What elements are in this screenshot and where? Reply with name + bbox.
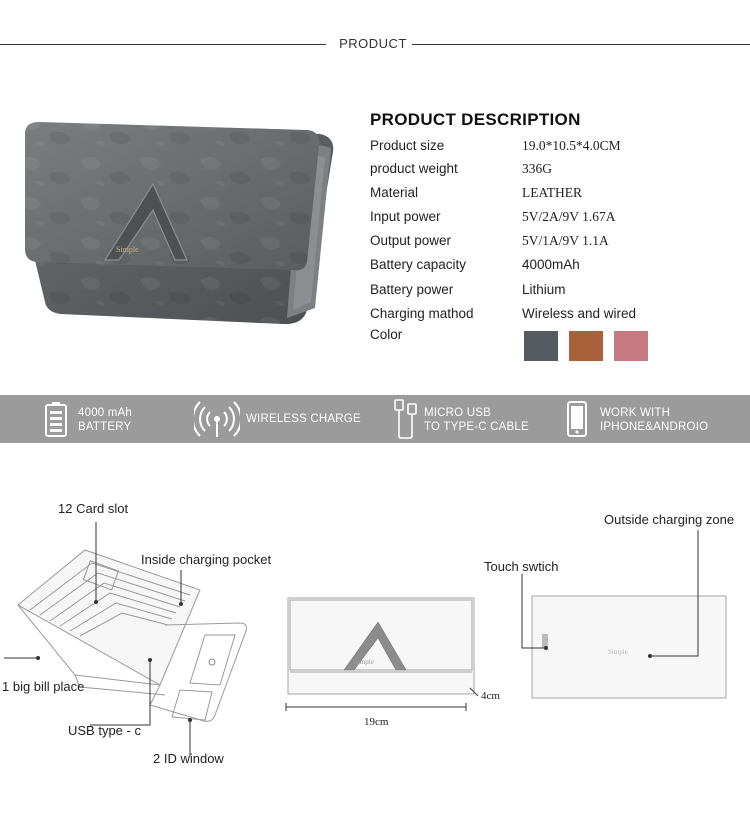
spec-row — [370, 282, 740, 304]
product-description-title: PRODUCT DESCRIPTION — [370, 110, 581, 129]
spec-row — [370, 161, 740, 183]
color-swatch-brown[interactable] — [569, 331, 603, 361]
spec-label: Material — [370, 185, 419, 200]
feature-banner — [0, 395, 750, 443]
spec-label: Output power — [370, 233, 452, 248]
spec-row — [370, 306, 740, 328]
feature-line: WIRELESS CHARGE — [246, 413, 361, 425]
spec-value: 4000mAh — [522, 257, 580, 272]
phone-icon — [566, 401, 588, 437]
header-rule-left — [0, 44, 326, 45]
spec-label: Color — [370, 327, 403, 342]
spec-row — [370, 138, 740, 160]
label-depth: 4cm — [481, 690, 500, 702]
feature-battery — [0, 395, 180, 443]
spec-row — [370, 185, 740, 207]
label-outside-zone: Outside charging zone — [604, 512, 735, 527]
label-id-window: 2 ID window — [153, 751, 224, 766]
brand-mark: Simple — [354, 658, 374, 666]
closed-wallet-sketch — [282, 592, 482, 717]
feature-text — [78, 406, 132, 434]
color-swatch-gray[interactable] — [524, 331, 558, 361]
svg-text:Simple: Simple — [116, 245, 139, 254]
spec-value: 5V/2A/9V 1.67A — [522, 209, 616, 224]
wireless-icon — [194, 399, 240, 439]
spec-value: 336G — [522, 161, 552, 176]
spec-value: 5V/1A/9V 1.1A — [522, 233, 609, 248]
feature-line: BATTERY — [78, 421, 132, 433]
feature-wireless — [180, 395, 380, 443]
label-touch-switch: Touch swtich — [484, 559, 559, 574]
feature-phone — [560, 395, 750, 443]
spec-label: Input power — [370, 209, 441, 224]
feature-line: IPHONE&ANDROIO — [600, 421, 709, 433]
spec-label: Charging mathod — [370, 306, 474, 321]
feature-line: TO TYPE-C CABLE — [424, 421, 529, 433]
label-width: 19cm — [364, 716, 389, 728]
svg-text:Simple: Simple — [608, 648, 628, 656]
back-wallet-sketch — [520, 530, 750, 710]
spec-row — [370, 257, 740, 279]
label-card-slot: 12 Card slot — [58, 501, 129, 516]
feature-line: WORK WITH — [600, 407, 671, 419]
section-title: PRODUCT — [339, 36, 407, 51]
feature-text — [246, 412, 361, 426]
spec-value: Wireless and wired — [522, 306, 637, 321]
feature-line: MICRO USB — [424, 407, 491, 419]
spec-label: Battery power — [370, 282, 454, 297]
label-usb-type: USB type - c — [68, 723, 141, 738]
spec-value: 19.0*10.5*4.0CM — [522, 138, 621, 153]
left-leader-lines — [0, 500, 300, 770]
feature-cable — [380, 395, 560, 443]
feature-text — [600, 406, 708, 434]
feature-text — [424, 406, 529, 434]
battery-icon — [44, 401, 68, 437]
color-swatch-pink[interactable] — [614, 331, 648, 361]
header-rule-right — [412, 44, 750, 45]
spec-label: Battery capacity — [370, 257, 467, 272]
label-inside-pocket: Inside charging pocket — [141, 552, 272, 567]
wallet-photo — [15, 112, 345, 337]
spec-row — [370, 209, 740, 231]
spec-value: Lithium — [522, 282, 566, 297]
feature-line: 4000 mAh — [78, 407, 133, 419]
spec-label: product weight — [370, 161, 458, 176]
usb-cable-icon — [392, 398, 422, 440]
spec-value: LEATHER — [522, 185, 582, 200]
spec-row — [370, 233, 740, 255]
spec-label: Product size — [370, 138, 445, 153]
label-bill-place: 1 big bill place — [2, 679, 85, 694]
